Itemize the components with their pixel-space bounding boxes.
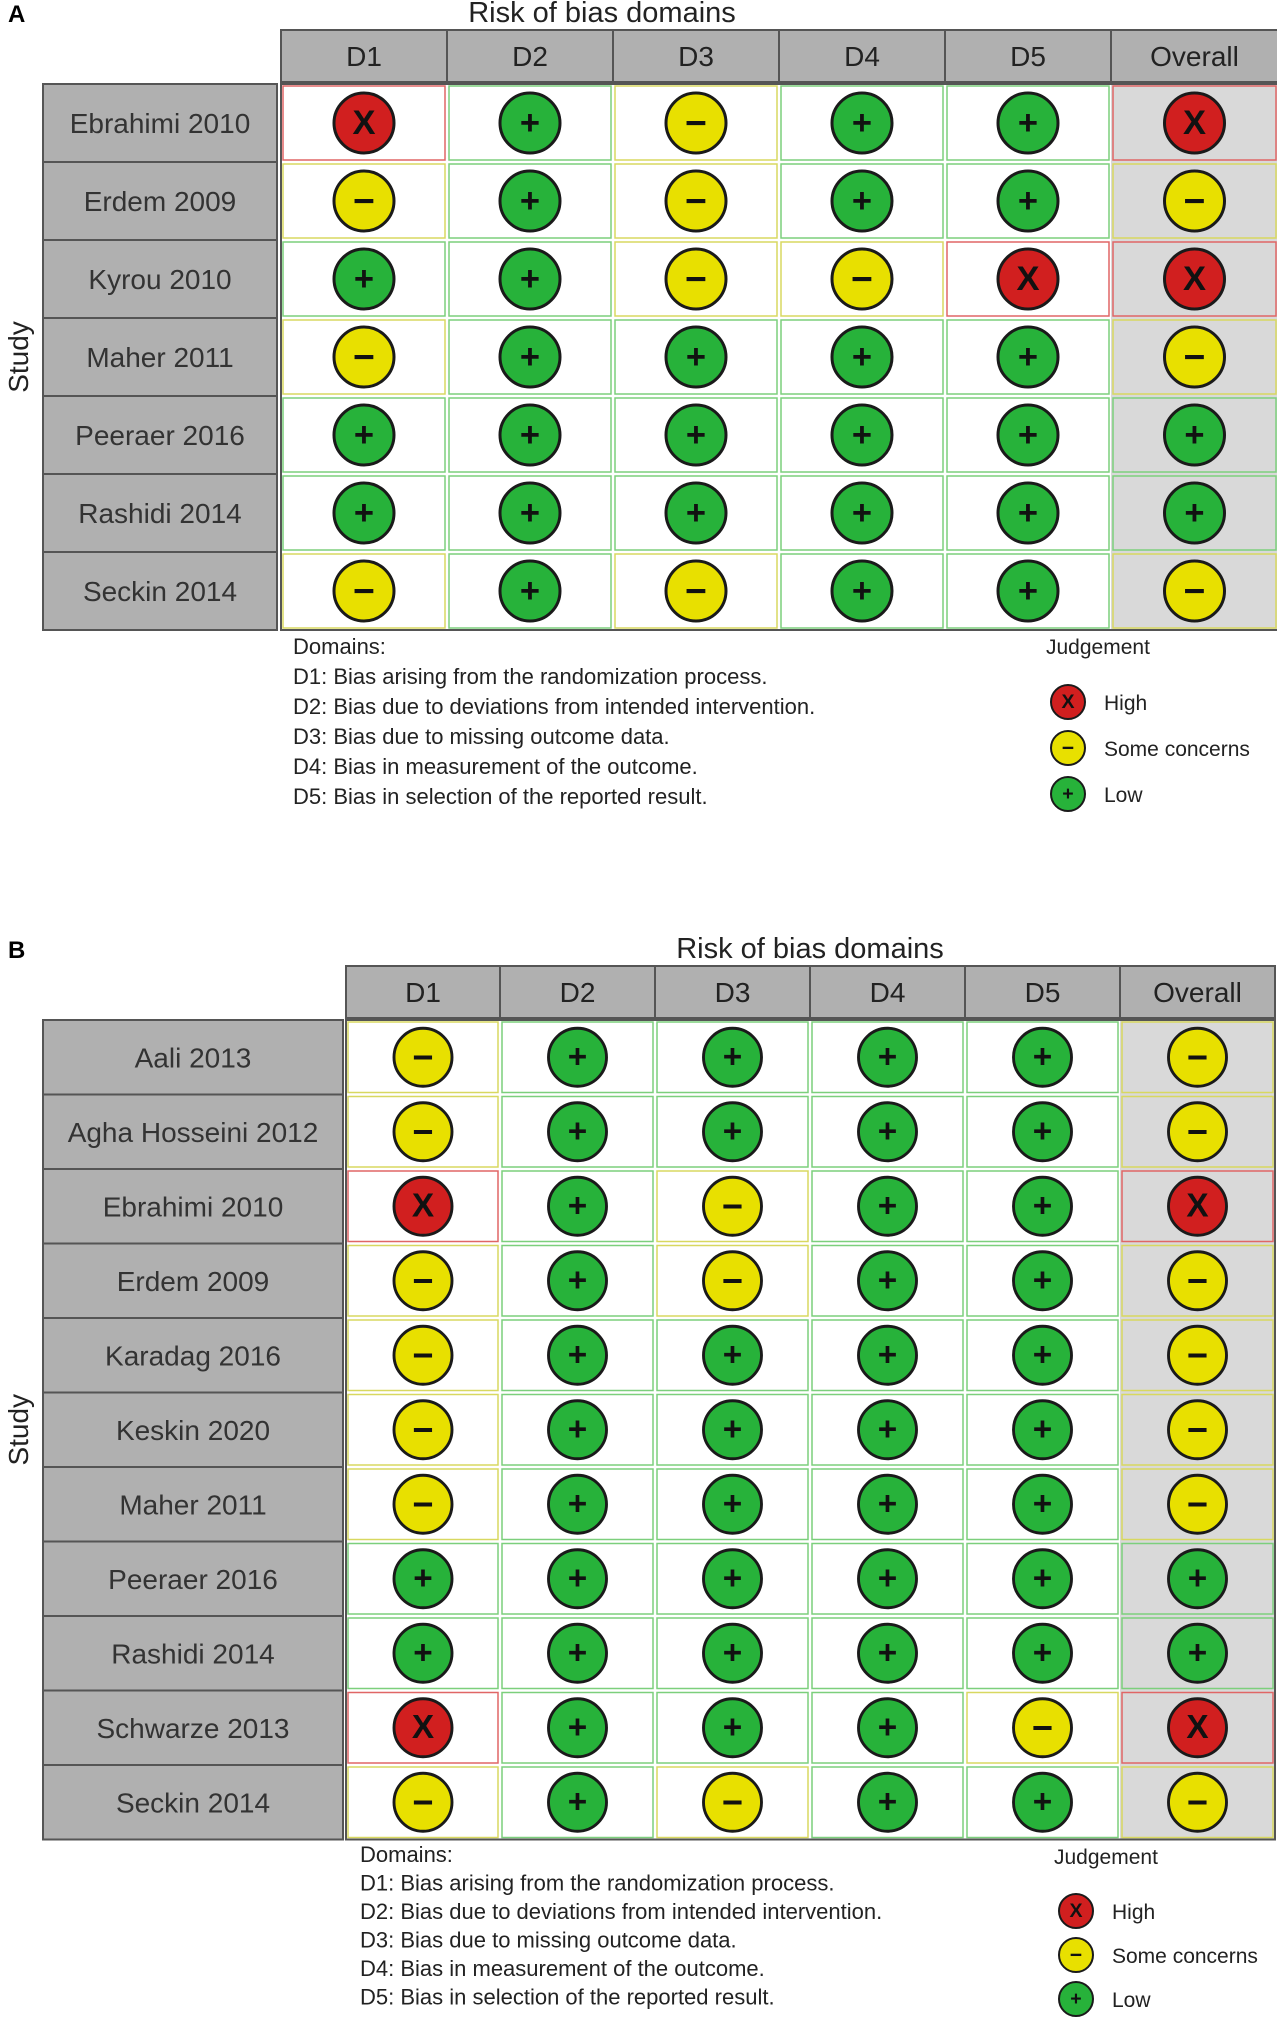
- legend-low-icon: [1059, 1982, 1093, 2016]
- judgement-some-d3: [704, 1177, 762, 1235]
- column-header-d5: D5: [1024, 977, 1061, 1008]
- judgement-some-d1-glyph: −: [353, 569, 375, 612]
- judgement-some-d3: [666, 93, 726, 153]
- judgement-low-d2-glyph: +: [567, 1560, 588, 1598]
- judgement-low-d1-glyph: +: [353, 415, 375, 454]
- judgement-low-d3-glyph: +: [722, 1113, 743, 1151]
- judgement-low-d5: [1014, 1028, 1072, 1086]
- judgement-low-d2-glyph: +: [519, 103, 541, 142]
- judgement-high-overall-glyph: X: [1186, 1187, 1209, 1225]
- judgement-low-overall: [1165, 405, 1225, 465]
- judgement-low-d3-glyph: +: [685, 337, 707, 376]
- judgement-low-d5: [1014, 1773, 1072, 1831]
- judgement-low-d2: [549, 1028, 607, 1086]
- judgement-low-d2-glyph: +: [519, 337, 541, 376]
- judgement-some-d1: [394, 1326, 452, 1384]
- judgement-low-d4: [859, 1699, 917, 1757]
- judgement-high-d1: [334, 93, 394, 153]
- legend-some-icon: [1051, 731, 1085, 765]
- study-label: Ebrahimi 2010: [69, 108, 251, 139]
- judgement-low-d3: [704, 1550, 762, 1608]
- judgement-low-d5-glyph: +: [1017, 493, 1039, 532]
- judgement-low-d4-glyph: +: [877, 1560, 898, 1598]
- study-label: Agha Hosseini 2012: [67, 1116, 319, 1148]
- chart-title: Risk of bias domains: [468, 0, 736, 29]
- judgement-some-d1-glyph: −: [353, 179, 375, 222]
- judgement-some-d1: [334, 171, 394, 231]
- judgement-low-d5: [998, 93, 1058, 153]
- judgement-some-d1: [334, 561, 394, 621]
- judgement-some-d3-glyph: −: [685, 179, 707, 222]
- judgement-low-d1-glyph: +: [353, 259, 375, 298]
- judgement-low-d2-glyph: +: [567, 1485, 588, 1523]
- judgement-some-overall-glyph: −: [1186, 1110, 1209, 1152]
- judgement-some-overall: [1169, 1475, 1227, 1533]
- judgement-high-d1: [394, 1177, 452, 1235]
- judgement-some-d3-glyph: −: [721, 1781, 744, 1823]
- legend-label-low: Low: [1112, 1989, 1151, 2012]
- judgement-some-overall: [1169, 1326, 1227, 1384]
- study-label: Keskin 2020: [115, 1414, 271, 1446]
- judgement-low-d2: [549, 1177, 607, 1235]
- judgement-low-d4: [859, 1475, 917, 1533]
- judgement-low-d4-glyph: +: [851, 415, 873, 454]
- judgement-low-d4-glyph: +: [877, 1187, 898, 1225]
- study-label: Rashidi 2014: [78, 498, 242, 529]
- judgement-low-d1: [394, 1550, 452, 1608]
- judgement-low-d2-glyph: +: [567, 1113, 588, 1151]
- study-label: Seckin 2014: [115, 1787, 271, 1819]
- judgement-high-overall: [1165, 249, 1225, 309]
- judgement-some-d1-glyph: −: [412, 1781, 434, 1823]
- judgement-low-d5-glyph: +: [1017, 181, 1039, 220]
- judgement-low-d2: [549, 1401, 607, 1459]
- judgement-low-d5-glyph: +: [1032, 1783, 1053, 1821]
- judgement-low-d5: [1014, 1401, 1072, 1459]
- y-axis-label: Study: [3, 321, 34, 393]
- judgement-low-d2-glyph: +: [567, 1187, 588, 1225]
- judgement-low-d2-glyph: +: [519, 493, 541, 532]
- judgement-low-d4: [832, 171, 892, 231]
- domain-description: D3: Bias due to missing outcome data.: [360, 1927, 737, 1953]
- judgement-some-d1-glyph: −: [412, 1259, 434, 1301]
- judgement-low-d4: [859, 1401, 917, 1459]
- judgement-low-d2: [500, 249, 560, 309]
- judgement-low-d4-glyph: +: [851, 571, 873, 610]
- judgement-low-d1: [334, 405, 394, 465]
- judgement-low-d3-glyph: +: [722, 1709, 743, 1747]
- judgement-low-d5-glyph: +: [1017, 415, 1039, 454]
- judgement-high-d1-glyph: X: [352, 103, 376, 142]
- judgement-low-d2-glyph: +: [567, 1709, 588, 1747]
- column-header-d1: D1: [346, 41, 382, 72]
- judgement-low-d3-glyph: +: [722, 1560, 743, 1598]
- judgement-low-d3-glyph: +: [722, 1038, 743, 1076]
- judgement-low-d1-glyph: +: [413, 1560, 433, 1598]
- study-label: Peeraer 2016: [75, 420, 245, 451]
- judgement-low-d3-glyph: +: [722, 1634, 743, 1672]
- judgement-low-d4: [859, 1028, 917, 1086]
- judgement-low-d1-glyph: +: [413, 1634, 433, 1672]
- judgement-low-d4: [832, 483, 892, 543]
- judgement-low-d4: [859, 1550, 917, 1608]
- judgement-some-overall-glyph: −: [1186, 1334, 1209, 1376]
- judgement-low-d2-glyph: +: [567, 1262, 588, 1300]
- legend-low-icon-glyph: +: [1070, 1988, 1082, 2011]
- legend-title: Judgement: [1046, 636, 1150, 659]
- judgement-low-d2: [500, 93, 560, 153]
- domain-description: D4: Bias in measurement of the outcome.: [293, 754, 698, 779]
- judgement-low-d5-glyph: +: [1032, 1485, 1053, 1523]
- judgement-some-d3: [666, 171, 726, 231]
- judgement-some-d1-glyph: −: [412, 1334, 434, 1376]
- domain-description: D1: Bias arising from the randomization process.: [293, 664, 768, 689]
- panel-label: A: [8, 1, 26, 28]
- study-label: Schwarze 2013: [96, 1712, 290, 1744]
- judgement-low-d2: [500, 327, 560, 387]
- judgement-some-d1-glyph: −: [353, 335, 375, 378]
- study-label: Ebrahimi 2010: [102, 1191, 284, 1223]
- judgement-low-d4-glyph: +: [851, 103, 873, 142]
- judgement-low-d3: [666, 327, 726, 387]
- judgement-low-d4: [859, 1326, 917, 1384]
- judgement-low-d3-glyph: +: [722, 1485, 743, 1523]
- judgement-low-d2: [500, 483, 560, 543]
- legend-label-low: Low: [1104, 784, 1143, 807]
- judgement-high-d5-glyph: X: [1016, 259, 1040, 298]
- judgement-low-d5-glyph: +: [1032, 1560, 1053, 1598]
- judgement-low-d3: [666, 483, 726, 543]
- panel-label: B: [8, 937, 26, 964]
- judgement-low-d2-glyph: +: [519, 259, 541, 298]
- judgement-low-d4-glyph: +: [851, 181, 873, 220]
- judgement-low-d4-glyph: +: [877, 1262, 898, 1300]
- domain-description: D3: Bias due to missing outcome data.: [293, 724, 670, 749]
- judgement-low-d2: [549, 1252, 607, 1310]
- judgement-low-d1: [394, 1624, 452, 1682]
- judgement-low-d2-glyph: +: [567, 1783, 588, 1821]
- judgement-low-d2-glyph: +: [519, 571, 541, 610]
- panel-a: [3, 0, 1277, 811]
- judgement-low-d5: [1014, 1624, 1072, 1682]
- judgement-low-d5-glyph: +: [1017, 571, 1039, 610]
- judgement-low-d4: [859, 1177, 917, 1235]
- judgement-some-d1: [394, 1028, 452, 1086]
- judgement-low-d2-glyph: +: [567, 1411, 588, 1449]
- judgement-low-d5-glyph: +: [1032, 1262, 1053, 1300]
- judgement-low-d4: [859, 1624, 917, 1682]
- judgement-low-d2-glyph: +: [567, 1336, 588, 1374]
- judgement-low-d5-glyph: +: [1017, 337, 1039, 376]
- judgement-low-d5: [1014, 1326, 1072, 1384]
- judgement-low-d3: [704, 1326, 762, 1384]
- chart-title: Risk of bias domains: [676, 933, 944, 965]
- judgement-low-d4-glyph: +: [851, 493, 873, 532]
- judgement-low-d3-glyph: +: [722, 1336, 743, 1374]
- judgement-low-d3: [704, 1624, 762, 1682]
- domain-description: D2: Bias due to deviations from intended intervention.: [360, 1899, 883, 1924]
- domain-description: D5: Bias in selection of the reported result.: [360, 1984, 775, 2010]
- judgement-low-d3: [704, 1401, 762, 1459]
- judgement-some-d1: [334, 327, 394, 387]
- judgement-some-d1: [394, 1252, 452, 1310]
- judgement-some-overall-glyph: −: [1186, 1781, 1209, 1823]
- judgement-high-overall: [1169, 1177, 1227, 1235]
- domains-title: Domains:: [293, 634, 386, 659]
- judgement-some-overall: [1169, 1252, 1227, 1310]
- judgement-low-d4: [832, 93, 892, 153]
- study-label: Maher 2011: [119, 1489, 267, 1521]
- judgement-low-d5-glyph: +: [1032, 1113, 1053, 1151]
- study-label: Rashidi 2014: [111, 1638, 275, 1670]
- judgement-some-d3: [666, 249, 726, 309]
- judgement-low-d5-glyph: +: [1017, 103, 1039, 142]
- judgement-some-overall: [1169, 1103, 1227, 1161]
- judgement-low-d5: [1014, 1103, 1072, 1161]
- judgement-high-overall: [1169, 1699, 1227, 1757]
- judgement-some-d1: [394, 1773, 452, 1831]
- study-label: Erdem 2009: [83, 186, 237, 217]
- legend-label-high: High: [1112, 1901, 1156, 1924]
- column-header-d4: D4: [869, 977, 906, 1008]
- column-header-d5: D5: [1010, 41, 1046, 72]
- judgement-low-d4-glyph: +: [877, 1783, 898, 1821]
- judgement-low-d5: [1014, 1252, 1072, 1310]
- legend-high-icon-glyph: X: [1069, 1900, 1083, 1923]
- judgement-low-overall-glyph: +: [1184, 415, 1205, 454]
- judgement-some-d3-glyph: −: [685, 101, 707, 144]
- judgement-some-d5-glyph: −: [1031, 1706, 1054, 1748]
- domains-title: Domains:: [360, 1842, 453, 1867]
- judgement-low-d5-glyph: +: [1032, 1634, 1053, 1672]
- judgement-low-d3: [704, 1103, 762, 1161]
- judgement-some-d5: [1014, 1699, 1072, 1757]
- judgement-low-d1: [334, 483, 394, 543]
- column-header-overall: Overall: [1150, 41, 1239, 72]
- judgement-high-d5: [998, 249, 1058, 309]
- study-label: Kyrou 2010: [88, 264, 232, 295]
- panel-b: [3, 933, 1275, 2016]
- legend-some-icon-glyph: −: [1069, 1943, 1083, 1968]
- judgement-some-overall-glyph: −: [1183, 569, 1206, 612]
- study-label: Peeraer 2016: [108, 1563, 278, 1595]
- judgement-low-d5: [998, 483, 1058, 543]
- judgement-low-d4-glyph: +: [877, 1634, 898, 1672]
- judgement-low-d5: [998, 171, 1058, 231]
- judgement-low-d2: [500, 561, 560, 621]
- judgement-low-overall: [1169, 1550, 1227, 1608]
- judgement-low-d5: [998, 327, 1058, 387]
- judgement-low-d3-glyph: +: [685, 415, 707, 454]
- column-header-d2: D2: [512, 41, 548, 72]
- judgement-low-d2: [549, 1624, 607, 1682]
- judgement-low-d5: [1014, 1550, 1072, 1608]
- judgement-low-d5-glyph: +: [1032, 1038, 1053, 1076]
- judgement-low-d1: [334, 249, 394, 309]
- judgement-low-overall-glyph: +: [1187, 1560, 1208, 1598]
- study-label: Seckin 2014: [82, 576, 238, 607]
- domain-description: D1: Bias arising from the randomization process.: [360, 1870, 835, 1896]
- judgement-high-overall: [1165, 93, 1225, 153]
- judgement-low-d5: [1014, 1177, 1072, 1235]
- judgement-low-d2: [549, 1475, 607, 1533]
- judgement-some-overall: [1165, 327, 1225, 387]
- judgement-high-overall-glyph: X: [1182, 259, 1207, 298]
- judgement-some-d1-glyph: −: [412, 1408, 434, 1450]
- column-header-d3: D3: [714, 977, 751, 1008]
- judgement-some-d3-glyph: −: [721, 1259, 744, 1301]
- study-label: Maher 2011: [86, 342, 234, 373]
- judgement-low-d5-glyph: +: [1032, 1336, 1053, 1374]
- column-header-d3: D3: [678, 41, 714, 72]
- judgement-low-d4-glyph: +: [877, 1411, 898, 1449]
- legend-some-icon-glyph: −: [1061, 736, 1075, 761]
- judgement-some-d3-glyph: −: [721, 1185, 744, 1227]
- judgement-low-d3: [704, 1475, 762, 1533]
- legend-high-icon-glyph: X: [1061, 691, 1075, 714]
- judgement-some-d3: [704, 1252, 762, 1310]
- judgement-low-d2-glyph: +: [567, 1038, 588, 1076]
- column-header-d1: D1: [405, 977, 441, 1008]
- judgement-low-d5: [1014, 1475, 1072, 1533]
- judgement-some-d4-glyph: −: [851, 257, 873, 300]
- judgement-low-d5: [998, 405, 1058, 465]
- judgement-some-overall-glyph: −: [1186, 1483, 1209, 1525]
- judgement-low-d4: [832, 405, 892, 465]
- judgement-some-d1-glyph: −: [412, 1036, 434, 1078]
- judgement-low-d2: [549, 1699, 607, 1757]
- judgement-high-d1: [394, 1699, 452, 1757]
- judgement-high-d1-glyph: X: [411, 1187, 435, 1225]
- judgement-some-overall: [1169, 1773, 1227, 1831]
- study-label: Karadag 2016: [105, 1340, 281, 1372]
- judgement-low-d2-glyph: +: [567, 1634, 588, 1672]
- judgement-high-overall-glyph: X: [1186, 1709, 1209, 1747]
- judgement-some-overall: [1165, 561, 1225, 621]
- column-header-overall: Overall: [1153, 977, 1242, 1008]
- judgement-low-d5-glyph: +: [1032, 1187, 1053, 1225]
- judgement-low-d4: [832, 327, 892, 387]
- judgement-low-d3: [666, 405, 726, 465]
- judgement-low-d4: [859, 1773, 917, 1831]
- domain-description: D4: Bias in measurement of the outcome.: [360, 1956, 765, 1981]
- judgement-low-overall: [1165, 483, 1225, 543]
- judgement-low-d2: [549, 1103, 607, 1161]
- judgement-some-d3: [666, 561, 726, 621]
- judgement-low-d5-glyph: +: [1032, 1411, 1053, 1449]
- judgement-low-d2: [500, 405, 560, 465]
- judgement-some-overall: [1169, 1401, 1227, 1459]
- judgement-low-d2-glyph: +: [519, 415, 541, 454]
- judgement-low-d4-glyph: +: [877, 1038, 898, 1076]
- judgement-low-d2: [500, 171, 560, 231]
- judgement-some-d1-glyph: −: [412, 1110, 434, 1152]
- judgement-some-d4: [832, 249, 892, 309]
- judgement-low-d4: [859, 1252, 917, 1310]
- judgement-some-overall: [1165, 171, 1225, 231]
- judgement-some-d1: [394, 1401, 452, 1459]
- judgement-some-overall-glyph: −: [1186, 1036, 1209, 1078]
- column-header-d4: D4: [844, 41, 880, 72]
- judgement-low-d2: [549, 1326, 607, 1384]
- judgement-some-overall-glyph: −: [1186, 1408, 1209, 1450]
- legend-high-icon: [1059, 1894, 1093, 1928]
- y-axis-label: Study: [3, 1393, 34, 1466]
- judgement-low-d1-glyph: +: [353, 493, 375, 532]
- judgement-some-d1: [394, 1475, 452, 1533]
- judgement-low-d2-glyph: +: [519, 181, 541, 220]
- legend-low-icon-glyph: +: [1062, 783, 1074, 806]
- judgement-some-overall-glyph: −: [1183, 335, 1206, 378]
- legend-high-icon: [1051, 685, 1085, 719]
- legend-label-high: High: [1104, 692, 1148, 715]
- judgement-low-d2: [549, 1550, 607, 1608]
- judgement-low-d3-glyph: +: [722, 1411, 743, 1449]
- judgement-low-d4-glyph: +: [877, 1485, 898, 1523]
- legend-label-some: Some concerns: [1112, 1945, 1258, 1968]
- judgement-low-overall-glyph: +: [1187, 1634, 1208, 1672]
- judgement-some-d1: [394, 1103, 452, 1161]
- judgement-low-overall: [1169, 1624, 1227, 1682]
- judgement-high-d1-glyph: X: [411, 1709, 435, 1747]
- study-label: Erdem 2009: [116, 1265, 270, 1297]
- legend-label-some: Some concerns: [1104, 738, 1250, 761]
- judgement-low-d4: [832, 561, 892, 621]
- legend-low-icon: [1051, 777, 1085, 811]
- judgement-some-d3: [704, 1773, 762, 1831]
- judgement-low-d2: [549, 1773, 607, 1831]
- judgement-some-d3-glyph: −: [685, 569, 707, 612]
- judgement-low-d4-glyph: +: [877, 1709, 898, 1747]
- judgement-low-d4-glyph: +: [877, 1336, 898, 1374]
- domain-description: D5: Bias in selection of the reported result.: [293, 784, 708, 809]
- judgement-high-overall-glyph: X: [1182, 103, 1207, 142]
- judgement-some-overall-glyph: −: [1186, 1259, 1209, 1301]
- judgement-low-overall-glyph: +: [1184, 493, 1205, 532]
- judgement-some-overall: [1169, 1028, 1227, 1086]
- judgement-low-d3: [704, 1699, 762, 1757]
- study-label: Aali 2013: [134, 1042, 252, 1074]
- judgement-some-d1-glyph: −: [412, 1483, 434, 1525]
- judgement-low-d5: [998, 561, 1058, 621]
- judgement-low-d4-glyph: +: [851, 337, 873, 376]
- column-header-d2: D2: [559, 977, 596, 1008]
- judgement-some-overall-glyph: −: [1183, 179, 1206, 222]
- legend-some-icon: [1059, 1938, 1093, 1972]
- domain-description: D2: Bias due to deviations from intended intervention.: [293, 694, 816, 719]
- judgement-some-d3-glyph: −: [685, 257, 707, 300]
- legend-title: Judgement: [1054, 1846, 1158, 1869]
- judgement-low-d4-glyph: +: [877, 1113, 898, 1151]
- judgement-low-d3-glyph: +: [685, 493, 707, 532]
- judgement-low-d3: [704, 1028, 762, 1086]
- judgement-low-d4: [859, 1103, 917, 1161]
